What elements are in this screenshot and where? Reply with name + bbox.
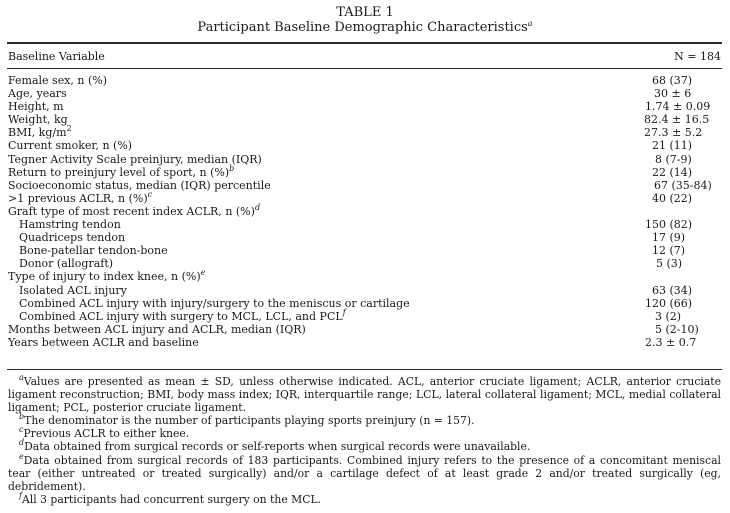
row-value: 30 ± 6: [654, 87, 692, 101]
row-value: 120 (66): [645, 296, 693, 310]
table-row: [0, 87, 730, 100]
row-value: 63 (34): [652, 283, 693, 297]
row-label-text: Socioeconomic status, median (IQR) percentile: [8, 178, 271, 192]
table-footnotes: [8, 375, 721, 506]
table-row: [0, 189, 730, 205]
row-label: [8, 139, 132, 152]
row-label: [8, 100, 64, 113]
column-header-n: N = 184: [674, 50, 721, 63]
table-row: [0, 231, 730, 244]
row-value: 68 (37): [652, 74, 693, 87]
table-row: [0, 74, 730, 87]
footnote-text: Values are presented as mean ± SD, unless otherwise indicated. ACL, anterior cruciate ligament; ACLR, anterior cruciate ligament reconstruction; BMI, body mass index; IQR, interquartile range; LCL, lateral collateral ligament; MCL, medial collateral ligament; PCL, posterior cruciate ligament.: [8, 375, 721, 415]
row-value: 67 (35-84): [654, 178, 712, 192]
row-value: 82.4 ± 16.5: [644, 113, 710, 127]
row-label: [19, 297, 410, 310]
row-label: [8, 189, 153, 205]
table-row: [0, 284, 730, 297]
row-label: [8, 113, 68, 126]
row-value: 8 (7-9): [655, 152, 692, 166]
row-label-text: Combined ACL injury with injury/surgery to the meniscus or cartilage: [19, 296, 410, 310]
footnote-text: All 3 participants had concurrent surgery on the MCL.: [21, 492, 322, 506]
row-value: 5 (2-10): [655, 322, 699, 336]
footnote-mark: f: [342, 307, 346, 317]
row-label: [8, 336, 199, 349]
table-row: [0, 202, 730, 218]
table-title: [0, 20, 730, 35]
row-label-text: Graft type of most recent index ACLR, n (%): [8, 204, 255, 218]
row-label: [8, 74, 107, 87]
row-label-text: Donor (allograft): [19, 257, 114, 271]
footnote: [8, 414, 721, 427]
row-label-text: BMI, kg/m: [8, 126, 67, 140]
footnote-mark: c: [147, 189, 153, 199]
footnote-mark: e: [200, 268, 206, 278]
table-row: [0, 323, 730, 336]
row-label-text: Current smoker, n (%): [8, 139, 133, 153]
row-value: 12 (7): [652, 244, 686, 258]
row-value: 17 (9): [652, 231, 686, 245]
row-label: [8, 126, 72, 139]
row-value: 27.3 ± 5.2: [644, 126, 703, 140]
footnote: [8, 451, 721, 493]
footnote-mark: b: [19, 412, 25, 422]
footnote-mark: f: [19, 490, 22, 500]
unit-superscript: 2: [66, 124, 72, 134]
table-row: [0, 297, 730, 310]
row-label: [19, 307, 346, 323]
footnote-text: Previous ACLR to either knee.: [23, 427, 190, 441]
row-value: 1.74 ± 0.09: [645, 100, 711, 114]
row-label: [8, 179, 271, 192]
footnote: [8, 440, 721, 453]
row-label: [19, 284, 127, 297]
table-row: [0, 179, 730, 192]
row-label-text: Combined ACL injury with surgery to MCL, LCL, and PCL: [19, 309, 343, 323]
footnote-text: Data obtained from surgical records of 183 participants. Combined injury refers to the presence of a concomitant meniscal tear (either untreated or treated surgically) and/or a cartilage defect of at least grade 2 and/or treated surgically (eg, debridement).: [8, 453, 721, 493]
row-label-text: Quadriceps tendon: [19, 231, 126, 245]
row-label: [8, 87, 67, 100]
table-row: [0, 244, 730, 257]
table-title-text: Participant Baseline Demographic Characteristics: [197, 20, 528, 35]
table-row: [0, 270, 730, 283]
row-label-text: Tegner Activity Scale preinjury, median (IQR): [8, 152, 262, 166]
column-header-variable: Baseline Variable: [8, 50, 105, 63]
table-row: [0, 113, 730, 126]
table-row: [0, 139, 730, 152]
row-label-text: Bone-patellar tendon-bone: [19, 244, 168, 258]
row-value: 22 (14): [652, 165, 693, 179]
footnote-mark: e: [19, 451, 24, 461]
row-label-text: Type of injury to index knee, n (%): [8, 270, 201, 284]
footnote-mark: b: [229, 163, 235, 173]
row-value: 40 (22): [652, 191, 693, 205]
row-label-text: Female sex, n (%): [8, 74, 108, 87]
footnote-mark: a: [19, 373, 24, 382]
row-label-text: Isolated ACL injury: [19, 283, 127, 297]
footnote-mark: c: [19, 425, 24, 435]
row-label-text: Age, years: [8, 87, 67, 101]
footnote-text: Data obtained from surgical records or self-reports when surgical records were unavailable.: [24, 440, 531, 454]
footnote-mark: d: [254, 202, 261, 212]
row-label: [8, 163, 235, 179]
row-label-text: Years between ACLR and baseline: [8, 335, 199, 349]
table-row: [0, 257, 730, 270]
footnote: [8, 375, 721, 414]
row-label: [19, 257, 113, 270]
row-label: [19, 244, 168, 257]
table-header-rule: [7, 68, 722, 69]
row-label-text: Hamstring tendon: [19, 218, 121, 232]
row-value: 5 (3): [656, 257, 683, 271]
row-value: 3 (2): [655, 309, 682, 323]
row-value: 21 (11): [652, 139, 693, 153]
row-value: 150 (82): [645, 218, 693, 232]
table-row: [0, 100, 730, 113]
row-label: [8, 323, 306, 336]
footnote: [8, 427, 721, 440]
table-body: [0, 74, 730, 349]
row-value: 2.3 ± 0.7: [645, 335, 697, 349]
row-label: [8, 270, 205, 283]
row-label: [19, 231, 125, 244]
table-top-rule: [7, 42, 722, 44]
row-label-text: Months between ACL injury and ACLR, median (IQR): [8, 322, 306, 336]
row-label: [19, 218, 121, 231]
row-label-text: Return to preinjury level of sport, n (%): [8, 165, 230, 179]
footnote-text: The denominator is the number of participants playing sports preinjury (n = 157).: [24, 414, 475, 428]
row-label: [8, 202, 261, 218]
row-label-text: Weight, kg: [8, 113, 68, 127]
table-row: [0, 153, 730, 166]
table-row: [0, 336, 730, 349]
title-footnote-mark: a: [527, 19, 533, 28]
row-label: [8, 153, 262, 166]
table-row: [0, 163, 730, 179]
table-label: TABLE 1: [336, 5, 394, 20]
footnote-mark: d: [19, 438, 25, 448]
table-bottom-rule: [7, 369, 722, 370]
table-row: [0, 307, 730, 323]
table-row: [0, 126, 730, 139]
footnote: [8, 490, 721, 506]
row-label-text: >1 previous ACLR, n (%): [8, 191, 148, 205]
table-row: [0, 218, 730, 231]
row-label-text: Height, m: [8, 100, 64, 114]
